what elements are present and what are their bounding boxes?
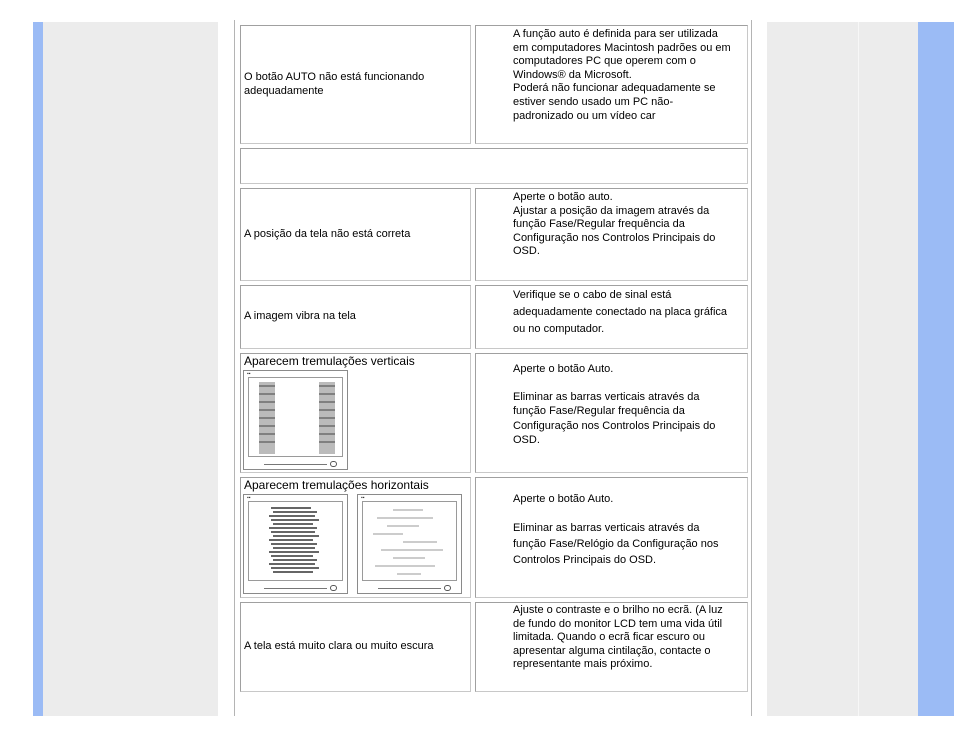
problem-image-vibrates [240, 285, 471, 349]
normal-screen-lines [363, 502, 458, 582]
monitor-screen [362, 501, 457, 581]
solution-line: Ajustar a posição da imagem através da [513, 204, 710, 217]
solution-line: Ajuste o contraste e o brilho no ecrã. (A luz [513, 604, 723, 616]
spacer [513, 507, 741, 520]
solution-line: apresentar alguma cintilação, contacte o [513, 644, 711, 657]
solution-line: computadores PC que operem com o [513, 55, 696, 68]
brand-logo-icon: ▪▪ [247, 495, 251, 501]
solution-line: Configuração nos Controlos Principais do [513, 231, 716, 244]
right-gray-panel [767, 22, 918, 716]
text-lines [373, 510, 443, 574]
problem-auto-button [240, 25, 471, 144]
solution-line: A função auto é definida para ser utilizada [513, 28, 718, 40]
problem-text: O botão AUTO não está funcionando adequadamente [244, 70, 425, 97]
monitor-vertical-flicker-illustration [243, 370, 348, 470]
solution-line: limitada. Quando o ecrã ficar escuro ou [513, 631, 705, 644]
horizontal-flicker-bars [249, 502, 344, 582]
solution-line: Poderá não funcionar adequadamente se [513, 82, 716, 95]
solution-line: OSD. [513, 434, 540, 446]
solution-vertical-flicker [475, 353, 748, 473]
solution-line: Configuração nos Controlos Principais do [513, 419, 716, 432]
section-separator [240, 148, 748, 184]
solution-line: função Fase/Regular frequência da [513, 405, 685, 417]
solution-screen-position [475, 188, 748, 281]
vertical-flicker-bars [249, 378, 344, 458]
solution-line: adequadamente conectado na placa gráfica [513, 306, 728, 318]
solution-line: Eliminar as barras verticais através da [513, 390, 700, 403]
solution-line: Windows® da Microsoft. [513, 68, 632, 81]
spacer [513, 377, 741, 390]
solution-line: estiver sendo usado um PC não- [513, 95, 674, 108]
solution-line: função Fase/Relógio da Configuração nos [513, 538, 719, 550]
problem-text: A posição da tela não está correta [244, 227, 411, 240]
problem-text: A tela está muito clara ou muito escura [244, 640, 434, 653]
solution-line: representante mais próximo. [513, 658, 653, 671]
solution-line: Controlos Principais do OSD. [513, 554, 657, 566]
brand-logo-icon: ▪▪ [361, 495, 365, 501]
problem-brightness [240, 602, 471, 692]
solution-image-vibrates [475, 285, 748, 349]
monitor-screen [248, 377, 343, 457]
problem-screen-position [240, 188, 471, 281]
solution-line: função Fase/Regular frequência da [513, 218, 685, 231]
monitor-base [264, 464, 327, 465]
solution-horizontal-flicker [475, 477, 748, 598]
brand-logo-icon: ▪▪ [247, 371, 251, 377]
solution-line: Eliminar as barras verticais através da [513, 522, 700, 534]
solution-line: em computadores Macintosh padrões ou em [513, 41, 731, 54]
monitor-horizontal-flicker-illustration [243, 494, 348, 594]
solution-line: de fundo do monitor LCD tem uma vida útil [513, 617, 723, 630]
solution-auto-button [475, 25, 748, 144]
solution-line: Aperte o botão Auto. [513, 493, 614, 505]
power-button-icon [444, 585, 451, 591]
solution-line: ou no computador. [513, 323, 605, 335]
monitor-base [264, 588, 327, 589]
solution-line: padronizado ou um vídeo car [513, 109, 656, 122]
left-blue-margin [33, 22, 43, 716]
problem-text: Aparecem tremulações verticais [244, 354, 415, 368]
right-blue-margin [918, 22, 954, 716]
problem-text: A imagem vibra na tela [244, 310, 356, 323]
problem-text: Aparecem tremulações horizontais [244, 478, 429, 492]
right-panel-divider [858, 22, 859, 716]
monitor-base [378, 588, 441, 589]
solution-line: Verifique se o cabo de sinal está [513, 289, 672, 301]
solution-line: Aperte o botão Auto. [513, 363, 614, 375]
monitor-screen [248, 501, 343, 581]
horizontal-bars [269, 508, 319, 572]
solution-brightness [475, 602, 748, 692]
solution-line: Aperte o botão auto. [513, 191, 613, 203]
power-button-icon [330, 585, 337, 591]
solution-line: OSD. [513, 245, 540, 258]
power-button-icon [330, 461, 337, 467]
left-gray-panel [43, 22, 218, 716]
monitor-normal-illustration [357, 494, 462, 594]
